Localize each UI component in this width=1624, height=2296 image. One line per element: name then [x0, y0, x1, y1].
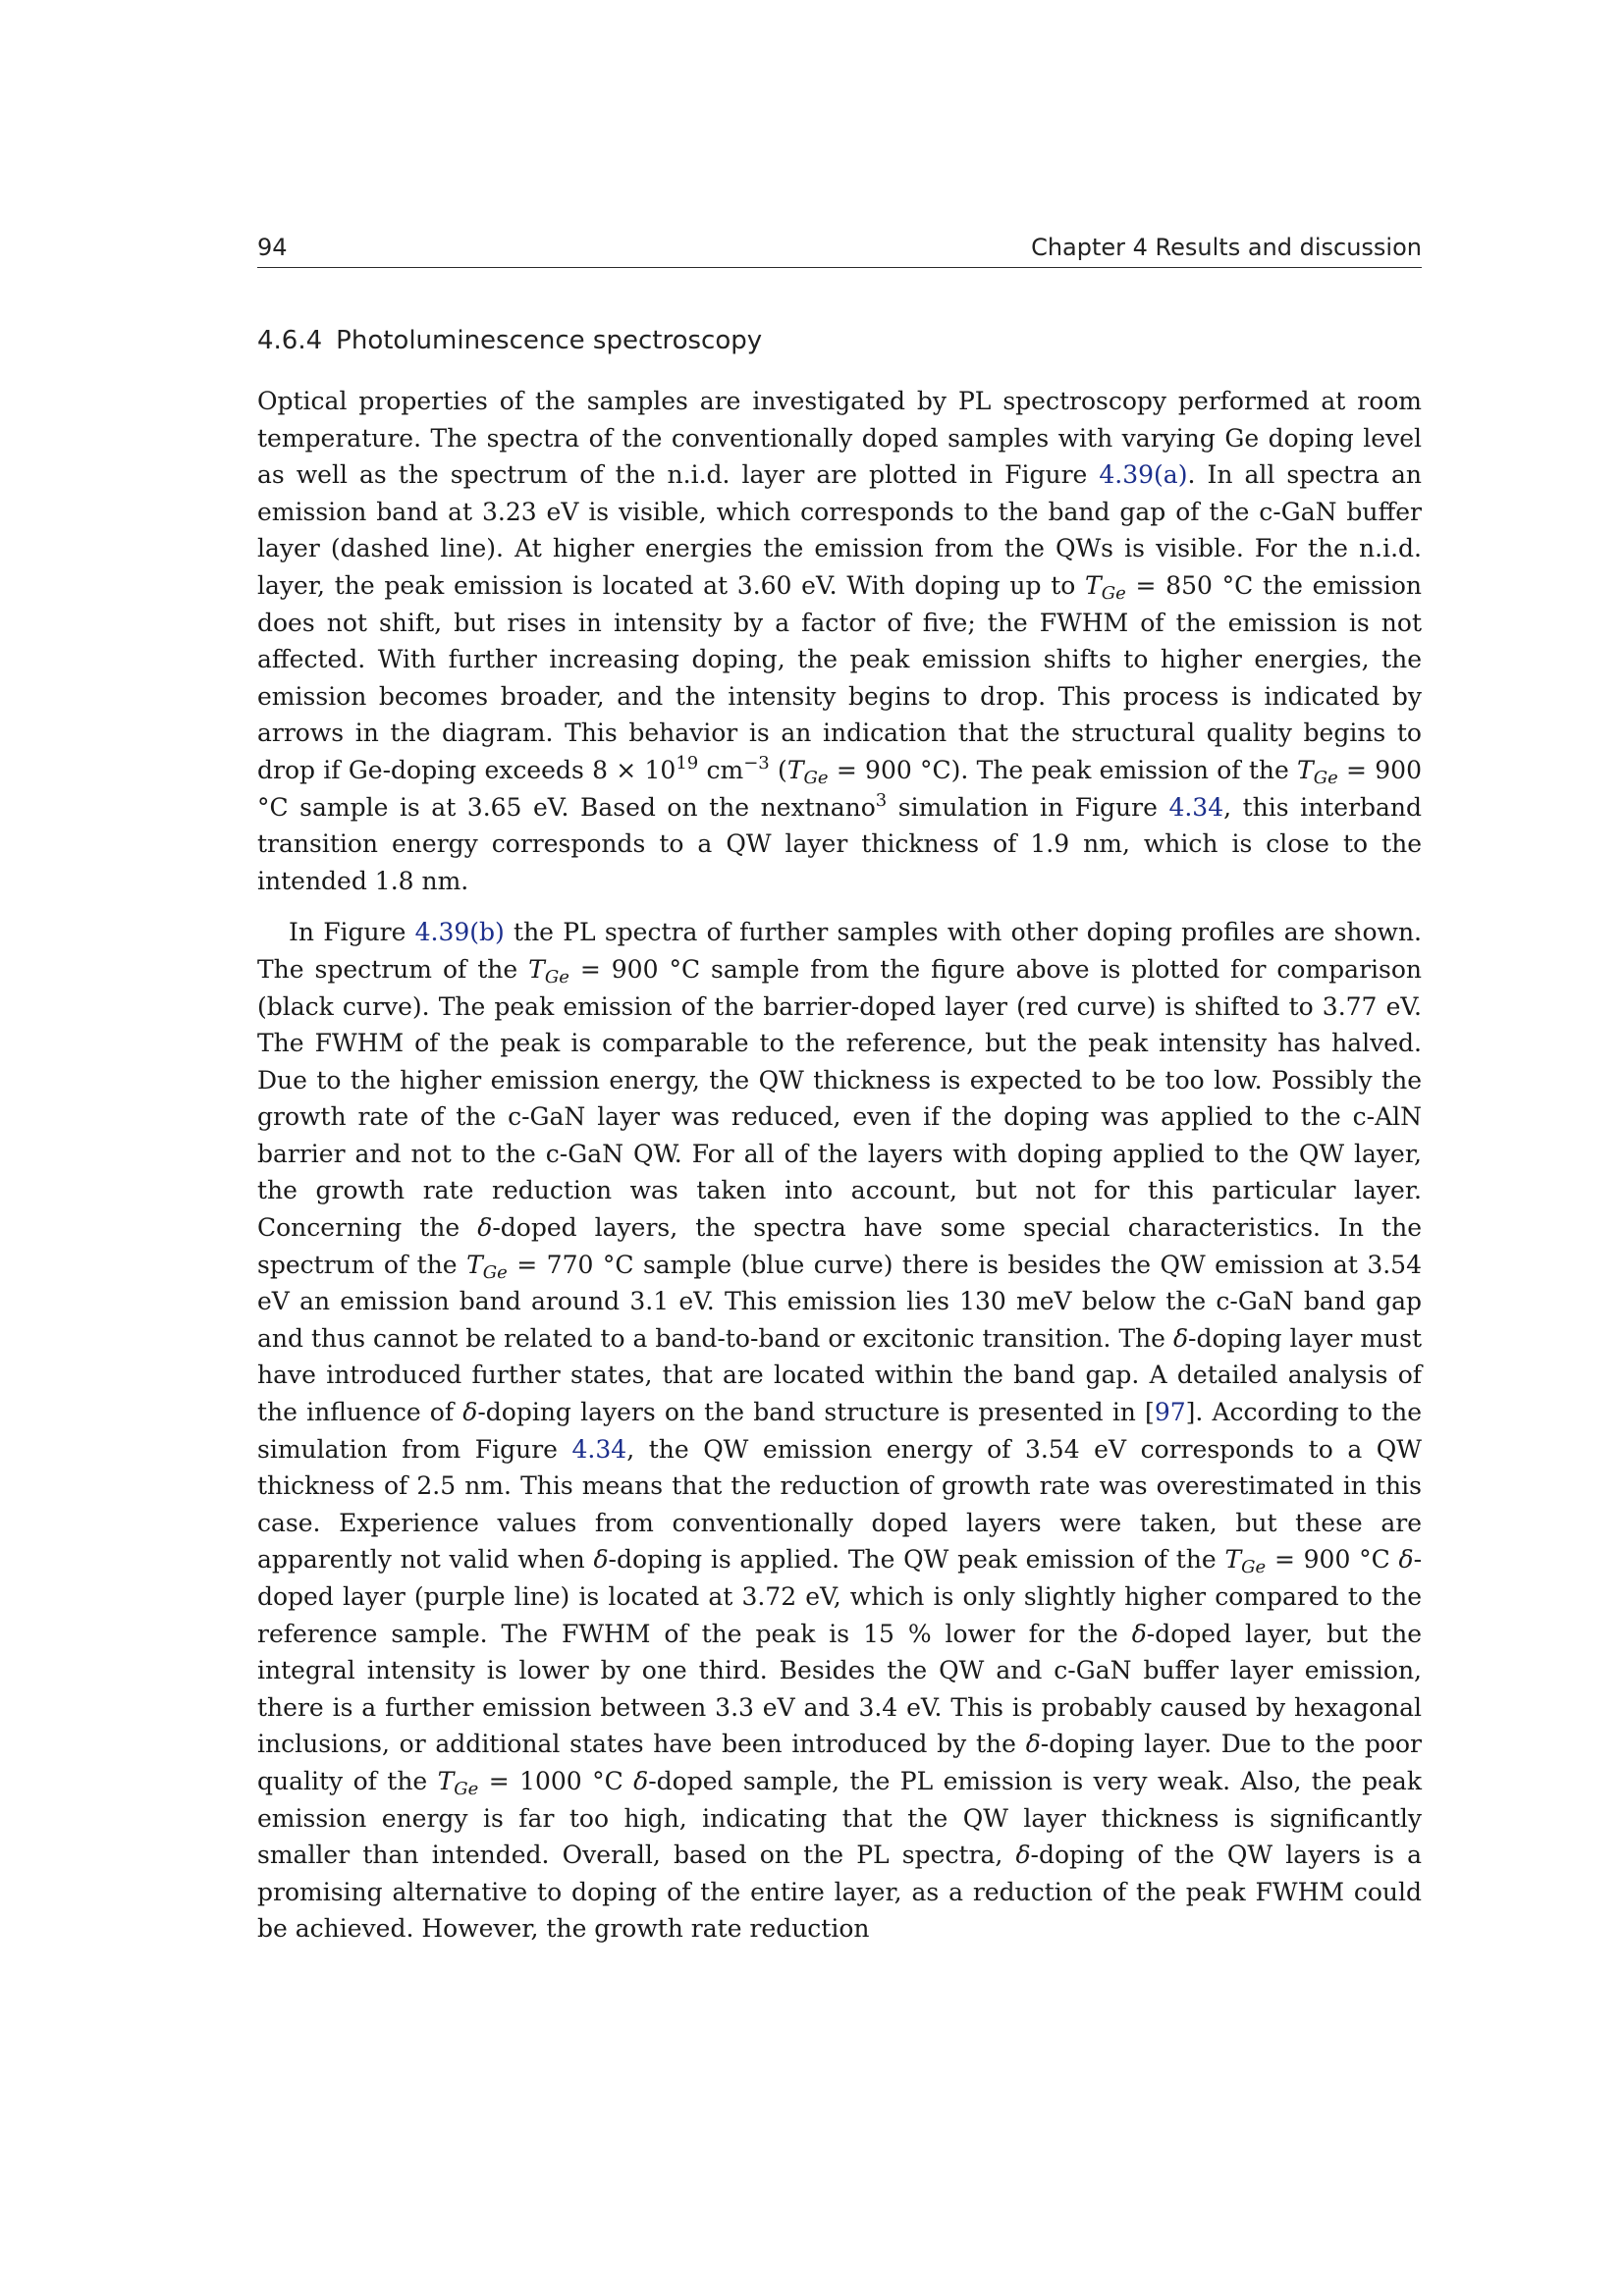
text-run: = 900 °C sample is at 3.65 eV. Based on the nextnano — [257, 755, 1422, 822]
text-run: = 900 °C — [1266, 1545, 1399, 1575]
math-delta: δ — [1131, 1619, 1147, 1648]
math-sub-Ge: Ge — [1241, 1557, 1267, 1578]
text-run: = 900 °C sample from the figure above is plotted for comparison (black curve). The peak emission of the barrier-doped layer (red curve) is shifted to 3.77 eV. The FWHM of the peak is comparable to the reference, but the peak intensity has halved. Due to the higher emission energy, the QW thickness is expected to be too low. Possibly the growth rate of the c-GaN layer was reduced, even if the doping was applied to the c-AlN barrier and not to the c-GaN QW. For all of the layers with doping applied to the QW layer, the growth rate reduction was taken into account, but not for this particular layer. Concerning the — [257, 954, 1423, 1243]
chapter-title: Chapter 4 Results and discussion — [1031, 234, 1422, 261]
math-delta: δ — [633, 1766, 649, 1795]
text-run: ( — [769, 755, 787, 784]
math-delta: δ — [1025, 1730, 1041, 1759]
exponent: −3 — [743, 753, 770, 774]
text-run: In Figure — [289, 918, 415, 947]
math-T: T — [786, 755, 804, 784]
math-T: T — [466, 1250, 483, 1279]
text-run: , this interband transition energy corresponds to a QW layer thickness of 1.9 nm, which is close to the intended 1.8 nm. — [257, 792, 1423, 895]
text-run: -doping of the QW layers is a promising alternative to doping of the entire layer, as a reduction of the peak FWHM could be achieved. However, the growth rate reduction — [257, 1841, 1422, 1944]
section-number: 4.6.4 — [257, 326, 323, 355]
math-T: T — [1085, 570, 1102, 600]
math-sub-Ge: Ge — [803, 767, 829, 788]
text-run: -doped sample, the PL emission is very weak. Also, the peak emission energy is far too high, indicating that the QW layer thickness is significantly smaller than intended. Overall, based on the PL spectra, — [257, 1766, 1422, 1870]
math-sub-Ge: Ge — [482, 1261, 508, 1283]
section-heading — [257, 326, 762, 355]
text-run: -doped layer, but the integral intensity is lower by one third. Besides the QW and c-GaN buffer layer emission, there is a further emission between 3.3 eV and 3.4 eV. This is probably caused by hexagonal inclusions, or additional states have been introduced by the — [257, 1619, 1422, 1759]
math-T: T — [437, 1766, 455, 1795]
figure-link-4-34[interactable]: 4.34 — [571, 1434, 627, 1464]
text-run: -doped layers, the spectra have some special characteristics. In the spectrum of the — [257, 1213, 1422, 1279]
page-number: 94 — [257, 234, 288, 261]
text-run: -doping layers on the band structure is presented in [ — [477, 1398, 1155, 1427]
text-run: , the QW emission energy of 3.54 eV corresponds to a QW thickness of 2.5 nm. This means that the reduction of growth rate was overestimated in this case. Experience values from conventionally doped layers were taken, but these are apparently not valid when — [257, 1434, 1422, 1575]
exponent: 19 — [676, 753, 699, 774]
exponent: 3 — [875, 789, 888, 811]
section-title: Photoluminescence spectroscopy — [336, 326, 763, 355]
math-sub-Ge: Ge — [454, 1779, 479, 1799]
figure-link-4-34[interactable]: 4.34 — [1168, 792, 1224, 822]
text-run: the PL spectra of further samples with other doping profiles are shown. The spectrum of the — [257, 918, 1422, 984]
text-run: Optical properties of the samples are investigated by PL spectroscopy performed at room temperature. The spectra of the conventionally doped samples with varying Ge doping level as well as the spectrum of the n.i.d. layer are plotted in Figure — [257, 387, 1422, 490]
math-sub-Ge: Ge — [544, 966, 569, 988]
text-run: simulation in Figure — [887, 792, 1169, 822]
math-delta: δ — [1015, 1841, 1031, 1870]
math-delta: δ — [1398, 1545, 1414, 1575]
text-run: ]. According to the simulation from Figure — [257, 1398, 1422, 1464]
text-run: = 770 °C sample (blue curve) there is besides the QW emission at 3.54 eV an emission band around 3.1 eV. This emission lies 130 meV below the c-GaN band gap and thus cannot be related to a band-to-band or excitonic transition. The — [257, 1250, 1422, 1353]
math-sub-Ge: Ge — [1313, 767, 1338, 788]
text-run: = 1000 °C — [478, 1766, 634, 1795]
text-run: -doping layer. Due to the poor quality of the — [257, 1730, 1422, 1795]
text-run: . In all spectra an emission band at 3.23 eV is visible, which corresponds to the band gap of the c-GaN buffer layer (dashed line). At higher energies the emission from the QWs is visible. For the n.i.d. layer, the peak emission is located at 3.60 eV. With doping up to — [257, 460, 1422, 600]
math-T: T — [1224, 1545, 1242, 1575]
figure-link-4-39b[interactable]: 4.39(b) — [414, 918, 505, 947]
paragraph-2 — [257, 914, 1422, 1948]
citation-link-97[interactable]: 97 — [1154, 1398, 1186, 1427]
text-run: -doped layer (purple line) is located at 3.72 eV, which is only slightly higher compared to the reference sample. The FWHM of the peak is 15 % lower for the — [257, 1545, 1423, 1648]
math-T: T — [1297, 755, 1314, 784]
running-header — [257, 232, 1422, 268]
text-run: cm — [698, 755, 744, 784]
math-delta: δ — [477, 1213, 493, 1243]
text-run: = 850 °C the emission does not shift, but rises in intensity by a factor of five; the FWHM of the emission is not affected. With further increasing doping, the peak emission shifts to higher energies, the emission becomes broader, and the intensity begins to drop. This process is indicated by arrows in the diagram. This behavior is an indication that the structural quality begins to drop if Ge-doping exceeds 8 × 10 — [257, 570, 1422, 784]
body-text — [257, 383, 1422, 1948]
math-sub-Ge: Ge — [1101, 583, 1126, 604]
text-run: = 900 °C). The peak emission of the — [828, 755, 1298, 784]
paragraph-1 — [257, 383, 1422, 899]
text-run: -doping layer must have introduced further states, that are located within the band gap. A detailed analysis of the influence of — [257, 1323, 1423, 1427]
math-T: T — [528, 954, 545, 984]
math-delta: δ — [462, 1398, 478, 1427]
math-delta: δ — [1172, 1323, 1188, 1353]
math-delta: δ — [593, 1545, 609, 1575]
text-run: -doping is applied. The QW peak emission of the — [608, 1545, 1225, 1575]
figure-link-4-39a[interactable]: 4.39(a) — [1099, 460, 1188, 490]
